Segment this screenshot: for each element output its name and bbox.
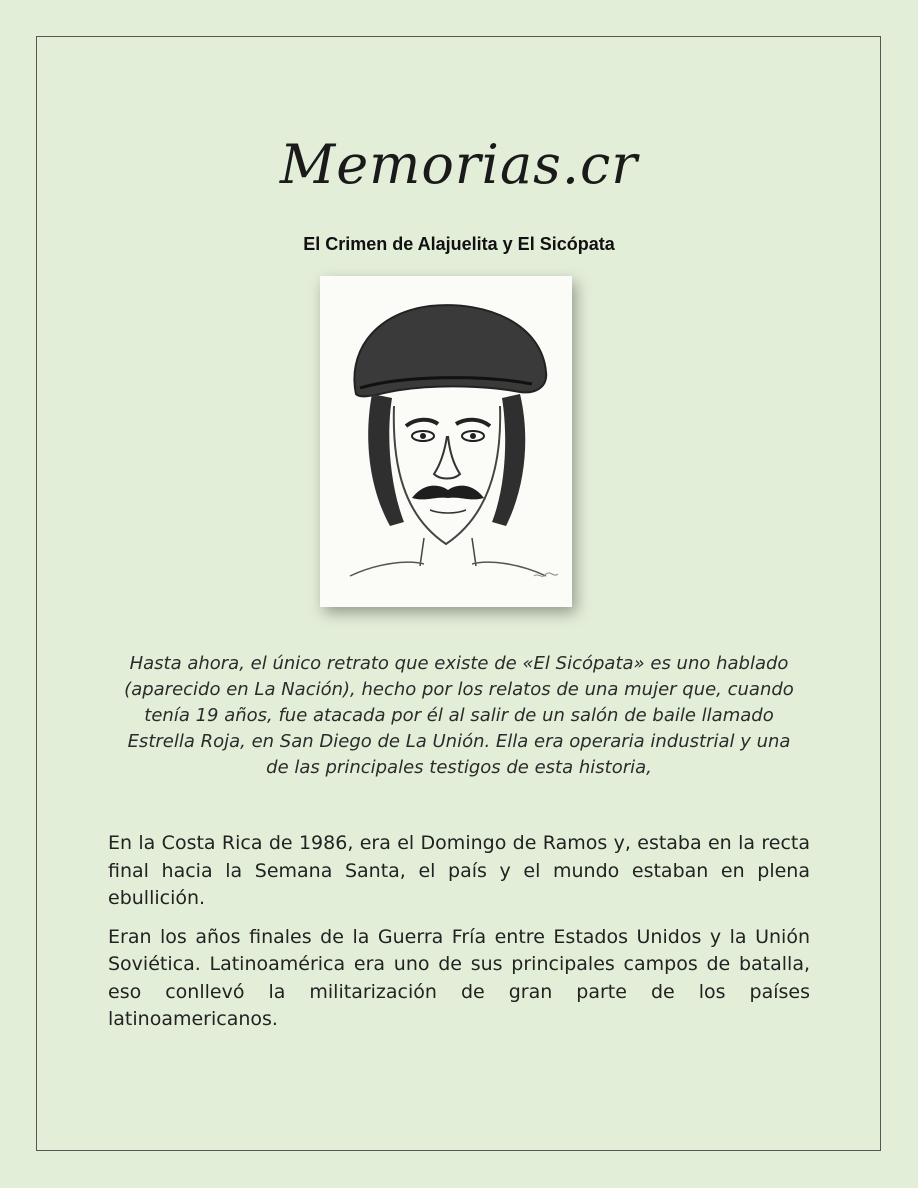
body-paragraph: Eran los años finales de la Guerra Fría entre Estados Unidos y la Unión Soviética. Latinoamérica era uno de sus principales campos de batalla, eso conllevó la militarización de gran parte de los países latinoamericanos. [108, 925, 810, 1030]
sketch-portrait-icon [320, 276, 572, 607]
body-paragraph: En la Costa Rica de 1986, era el Domingo de Ramos y, estaba en la recta final hacia la Semana Santa, el país y el mundo estaban en plena ebullición. [108, 832, 810, 909]
masthead-title: Memorias.cr [279, 133, 639, 196]
portrait-caption: Hasta ahora, el único retrato que existe de «El Sicópata» es uno hablado (aparecido en La Nación), hecho por los relatos de una mujer que, cuando tenía 19 años, fue atacada por él al salir de un salón de baile llamado Estrella Roja, en San Diego de La Unión. Ella era operaria industrial y una de las principales testigos de esta historia, [124, 653, 794, 778]
article-body [108, 830, 810, 1045]
article-title: El Crimen de Alajuelita y El Sicópata [303, 234, 615, 254]
